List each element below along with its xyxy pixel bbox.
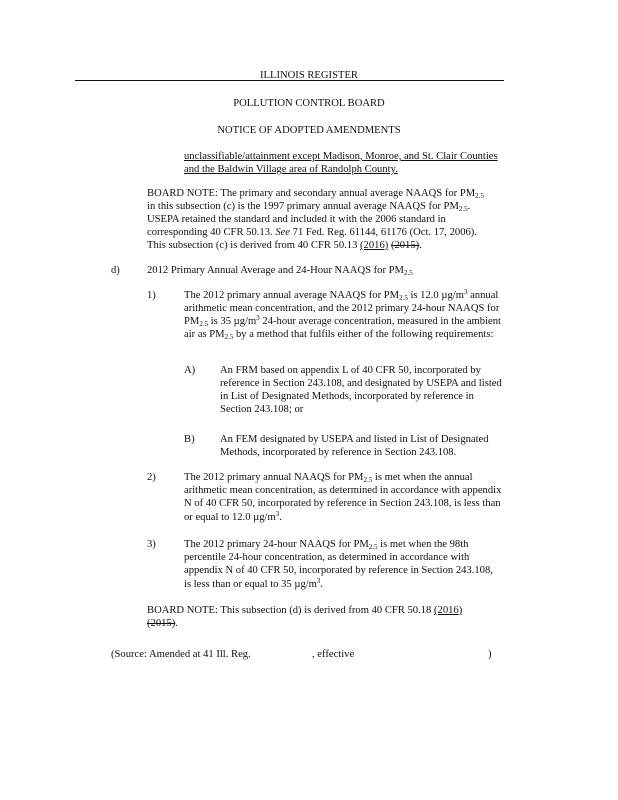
item-2-line-4: or equal to 12.0 $\mu g/m^3$. <box>184 510 282 523</box>
item-b-line-2: Methods, incorporated by reference in Section 243.108. <box>220 447 457 458</box>
source-amended: (Source: Amended at 41 Ill. Reg. <box>111 649 251 660</box>
item-3-line-3: appendix N of 40 CFR 50, incorporated by reference in Section 243.108, <box>184 565 493 576</box>
board-note-c-line-2: in this subsection (c) is the 1997 primary annual average NAAQS for $PM_{2.5}$. <box>147 201 471 213</box>
board-note-c-line-4: corresponding 40 CFR 50.13. See 71 Fed. Reg. 61144, 61176 (Oct. 17, 2006). <box>147 227 477 238</box>
board-note-d-line-1: BOARD NOTE: This subsection (d) is derived from 40 CFR 50.18 (2016) <box>147 605 463 616</box>
section-d-title: 2012 Primary Annual Average and 24-Hour NAAQS for $PM_{2.5}$ <box>147 265 413 277</box>
item-3-line-1: The 2012 primary 24-hour NAAQS for $PM_{2.5}$ is met when the 98th <box>184 539 469 551</box>
item-1-line-2: arithmetic mean concentration, and the 2012 primary 24-hour NAAQS for <box>184 303 500 314</box>
item-b-line-1: An FEM designated by USEPA and listed in List of Designated <box>220 434 489 445</box>
item-a-line-2: reference in Section 243.108, and designated by USEPA and listed <box>220 378 502 389</box>
board-title: POLLUTION CONTROL BOARD <box>233 98 385 109</box>
register-title: ILLINOIS REGISTER <box>260 70 358 81</box>
item-1-line-1: The 2012 primary annual average NAAQS for $PM_{2.5}$ is 12.0 $\mu g/m^3$ annual <box>184 288 499 302</box>
intro-line-2: and the Baldwin Village area of Randolph County. <box>184 164 398 175</box>
item-b-label: B) <box>184 434 195 445</box>
board-note-c-line-5: This subsection (c) is derived from 40 CFR 50.13 (2016) (2015). <box>147 240 422 251</box>
item-3-line-4: is less than or equal to 35 $\mu g/m^3$. <box>184 577 324 590</box>
header-rule <box>75 80 504 81</box>
item-1-line-4: air as $PM_{2.5}$ by a method that fulfils either of the following requirements: <box>184 329 494 341</box>
item-a-label: A) <box>184 365 196 376</box>
board-note-c-line-1: BOARD NOTE: The primary and secondary annual average NAAQS for $PM_{2.5}$ <box>147 188 484 200</box>
source-effective: , effective <box>312 649 355 660</box>
item-1-line-3: $PM_{2.5}$ is 35 $\mu g/m^3$ 24-hour average concentration, measured in the ambient <box>184 314 501 328</box>
board-note-c-line-3: USEPA retained the standard and included it with the 2006 standard in <box>147 214 446 225</box>
source-close-paren: ) <box>488 649 492 660</box>
item-2-line-1: The 2012 primary annual NAAQS for $PM_{2.5}$ is met when the annual <box>184 472 473 484</box>
item-2-number: 2) <box>147 472 156 483</box>
item-3-number: 3) <box>147 539 156 550</box>
intro-line-1: unclassifiable/attainment except Madison, Monroe, and St. Clair Counties <box>184 151 498 162</box>
board-note-d-line-2: (2015). <box>147 618 178 629</box>
section-d-label: d) <box>111 265 120 276</box>
notice-title: NOTICE OF ADOPTED AMENDMENTS <box>217 125 401 136</box>
item-2-line-2: arithmetic mean concentration, as determined in accordance with appendix <box>184 485 502 496</box>
item-3-line-2: percentile 24-hour concentration, as determined in accordance with <box>184 552 470 563</box>
item-2-line-3: N of 40 CFR 50, incorporated by reference in Section 243.108, is less than <box>184 498 501 509</box>
item-a-line-3: in List of Designated Methods, incorporated by reference in <box>220 391 474 402</box>
item-a-line-1: An FRM based on appendix L of 40 CFR 50, incorporated by <box>220 365 481 376</box>
item-1-number: 1) <box>147 290 156 301</box>
item-a-line-4: Section 243.108; or <box>220 404 304 415</box>
